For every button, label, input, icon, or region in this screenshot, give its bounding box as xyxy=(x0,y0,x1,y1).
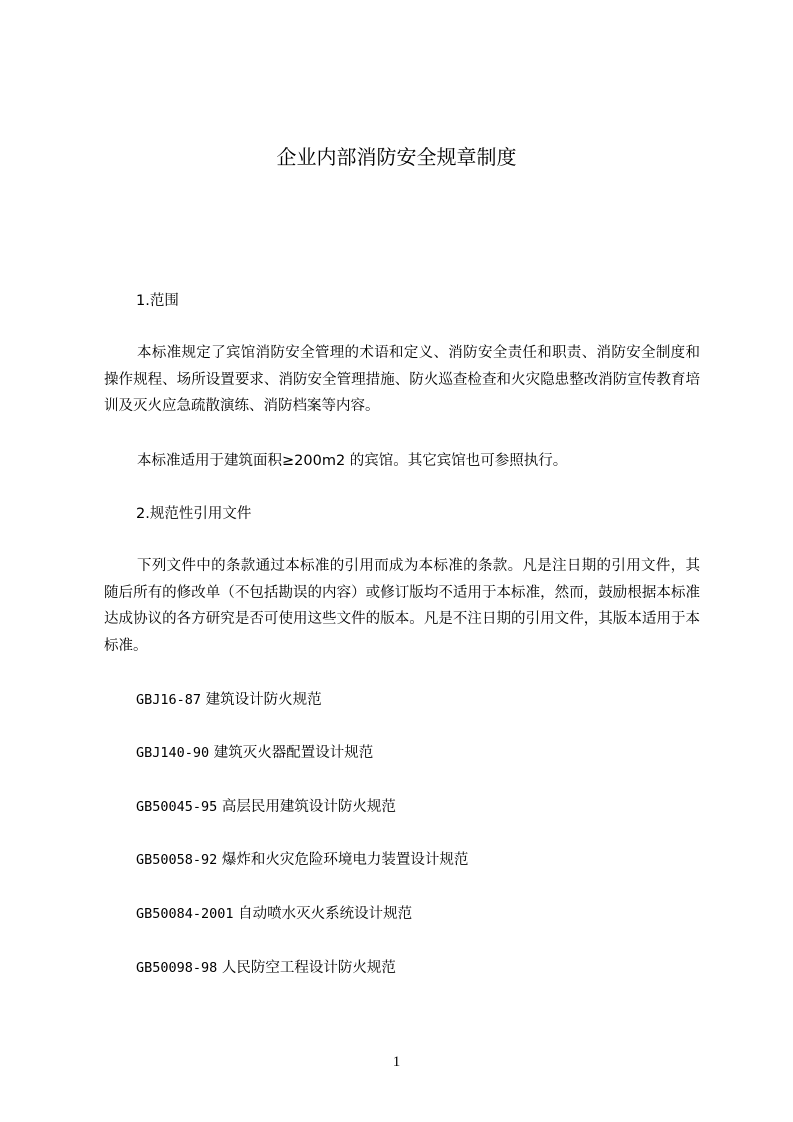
reference-item xyxy=(136,740,373,767)
reference-item xyxy=(136,794,396,821)
reference-name: 建筑设计防火规范 xyxy=(205,692,322,708)
scope-paragraph-2: 本标准适用于建筑面积≥200m2 的宾馆。其它宾馆也可参照执行。 xyxy=(137,453,568,469)
reference-code: GBJ140-90 xyxy=(136,745,210,761)
reference-name: 爆炸和火灾危险环境电力装置设计规范 xyxy=(221,852,469,868)
reference-code: GB50084-2001 xyxy=(136,906,234,922)
reference-item xyxy=(136,901,412,928)
reference-code: GBJ16-87 xyxy=(136,692,202,708)
reference-code: GB50058-92 xyxy=(136,852,218,868)
reference-name: 人民防空工程设计防火规范 xyxy=(221,960,396,976)
section-heading-scope: 1.范围 xyxy=(136,293,179,309)
section-heading-references: 2.规范性引用文件 xyxy=(136,506,252,522)
references-paragraph: 下列文件中的条款通过本标准的引用而成为本标准的条款。凡是注日期的引用文件，其随后所有的修改单（不包括勘误的内容）或修订版均不适用于本标准，然而，鼓励根据本标准达成协议的各方研究是否可使用这些文件的版本。凡是不注日期的引用文件，其版本适用于本标准。 xyxy=(104,558,700,654)
page-number: 1 xyxy=(392,1054,401,1070)
page-title: 企业内部消防安全规章制度 xyxy=(276,145,517,169)
reference-item xyxy=(136,955,396,982)
reference-name: 自动喷水灭火系统设计规范 xyxy=(238,906,413,922)
reference-name: 建筑灭火器配置设计规范 xyxy=(213,745,374,761)
reference-name: 高层民用建筑设计防火规范 xyxy=(221,799,396,815)
scope-paragraph-1: 本标准规定了宾馆消防安全管理的术语和定义、消防安全责任和职责、消防安全制度和操作规程、场所设置要求、消防安全管理措施、防火巡查检查和火灾隐患整改消防宣传教育培训及灭火应急疏散演练、消防档案等内容。 xyxy=(104,345,700,414)
reference-code: GB50098-98 xyxy=(136,960,218,976)
reference-item xyxy=(136,847,468,874)
reference-code: GB50045-95 xyxy=(136,799,218,815)
reference-item xyxy=(136,687,322,714)
